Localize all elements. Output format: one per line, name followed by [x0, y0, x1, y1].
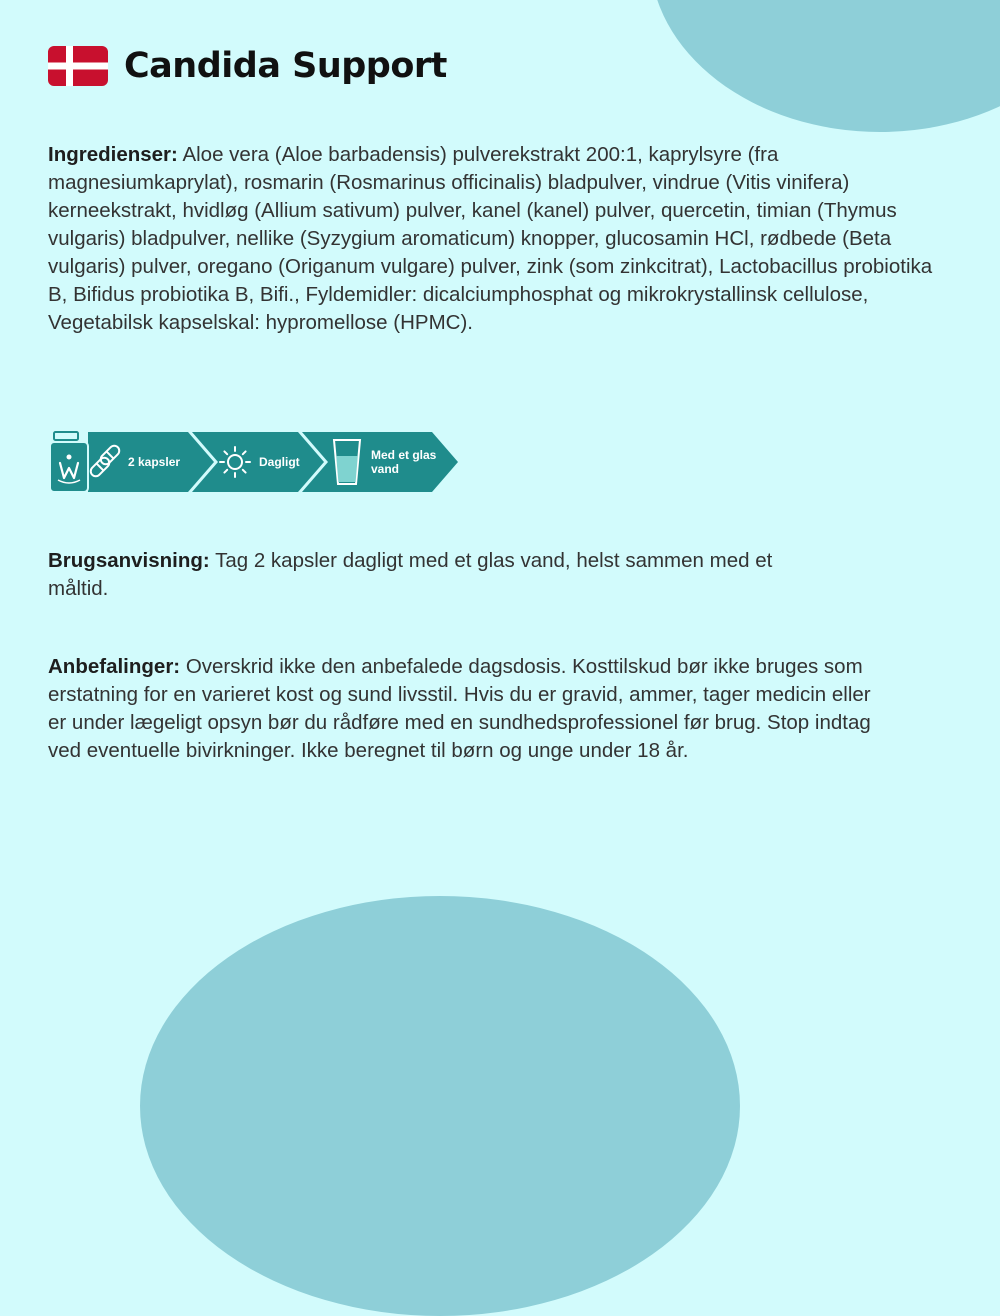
recommendations-text: Overskrid ikke den anbefalede dagsdosis. Kosttilskud bør ikke bruges som erstatning for en varieret kost og sund livsstil. Hvis du er gravid, ammer, tager medicin eller er under lægeligt opsyn bør du rådføre med en sundhedsprofessionel før brug. Stop indtag ved eventuelle bivirkninger. Ikke beregnet til børn og unge under 18 år.: [48, 655, 871, 762]
step-label-daily: Dagligt: [259, 455, 300, 469]
usage-text: Tag 2 kapsler dagligt med et glas vand, helst sammen med et måltid.: [48, 549, 773, 600]
recommendations-label: Anbefalinger:: [48, 655, 181, 678]
dosage-steps-banner: [48, 430, 468, 494]
usage-section: [48, 547, 828, 603]
step-label-water: Med et glas vand: [371, 448, 437, 476]
decorative-blob-top: [650, 0, 1000, 132]
step-label-capsules: 2 kapsler: [128, 455, 181, 469]
ingredients-section: [48, 141, 952, 337]
denmark-flag-icon: [48, 46, 108, 86]
decorative-blob-bottom: [140, 896, 740, 1316]
usage-label: Brugsanvisning:: [48, 549, 210, 572]
header: [48, 42, 447, 90]
bottle-icon: [50, 432, 88, 492]
page-title: Candida Support: [124, 46, 447, 86]
ingredients-text: Aloe vera (Aloe barbadensis) pulverekstrakt 200:1, kaprylsyre (fra magnesiumkaprylat), rosmarin (Rosmarinus officinalis) bladpulver, vindrue (Vitis vinifera) kerneekstrakt, hvidløg (Allium sativum) pulver, kanel (kanel) pulver, quercetin, timian (Thymus vulgaris) bladpulver, nellike (Syzygium aromaticum) knopper, glucosamin HCl, rødbede (Beta vulgaris) pulver, oregano (Origanum vulgare) pulver, zink (som zinkcitrat), Lactobacillus probiotika B, Bifidus probiotika B, Bifi., Fyldemidler: dicalciumphosphat og mikrokrystallinsk cellulose, Vegetabilsk kapselskal: hypromellose (HPMC).: [48, 143, 933, 334]
ingredients-label: Ingredienser:: [48, 143, 178, 166]
recommendations-section: [48, 653, 888, 765]
